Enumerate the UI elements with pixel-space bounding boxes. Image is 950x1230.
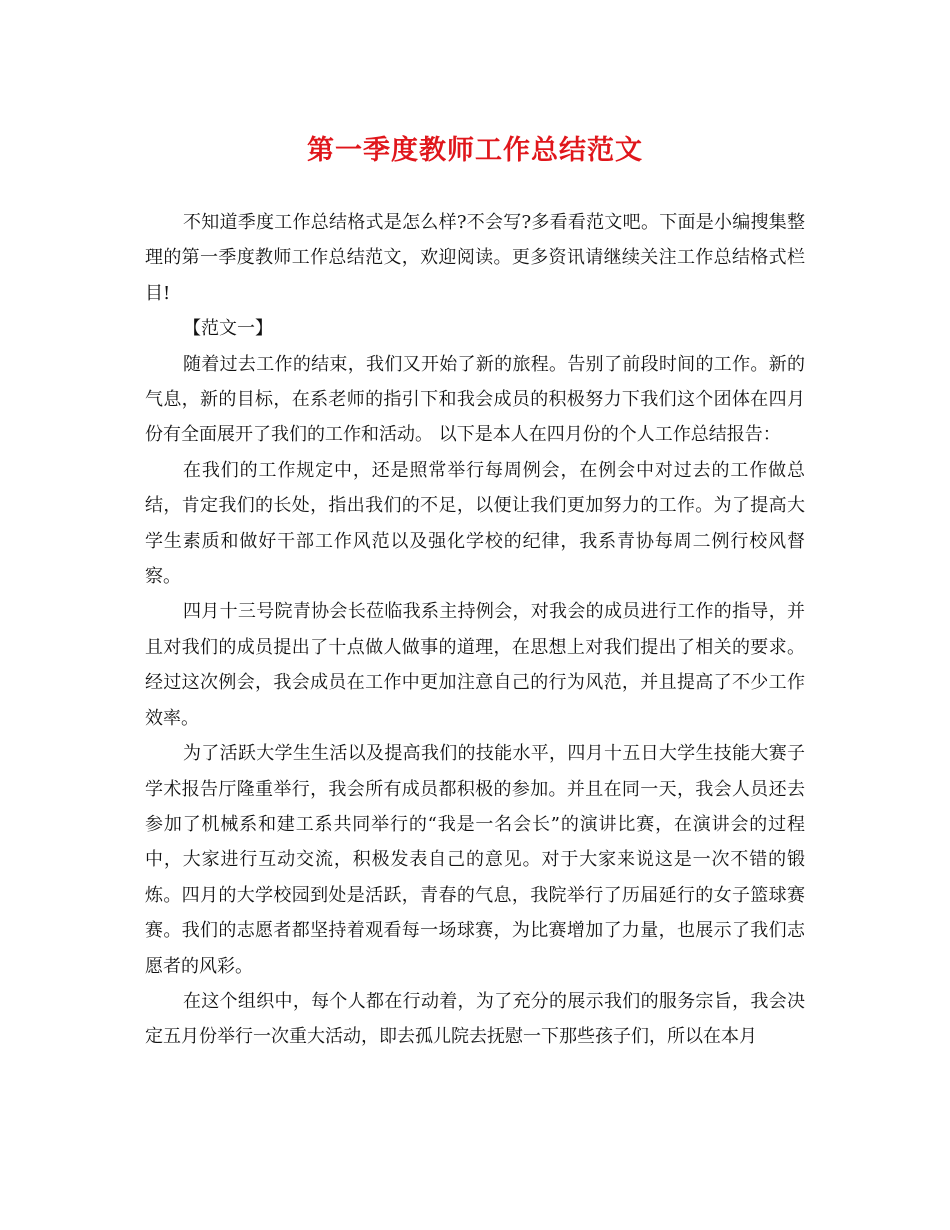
- section-heading-sample-one: 【范文一】: [183, 318, 273, 340]
- body-paragraph: 为了活跃大学生生活以及提高我们的技能水平，四月十五日大学生技能大赛子学术报告厅隆重举行，我会所有成员都积极的参加。并且在同一天，我会人员还去参加了机械系和建工系共同举行的“我是一名会长”的演讲比赛，在演讲会的过程中，大家进行互动交流，积极发表自己的意见。对于大家来说这是一次不错的锻炼。四月的大学校园到处是活跃，青春的气息，我院举行了历届延行的女子篮球赛赛。我们的志愿者都坚持着观看每一场球赛，为比赛增加了力量，也展示了我们志愿者的风彩。: [145, 743, 805, 977]
- intro-paragraph: 不知道季度工作总结格式是怎么样?不会写?多看看范文吧。下面是小编搜集整理的第一季度教师工作总结范文，欢迎阅读。更多资讯请继续关注工作总结格式栏目!: [145, 212, 805, 304]
- document-title: 第一季度教师工作总结范文: [307, 135, 643, 166]
- body-paragraph: 在这个组织中，每个人都在行动着，为了充分的展示我们的服务宗旨，我会决定五月份举行一次重大活动，即去孤儿院去抚慰一下那些孩子们，所以在本月: [145, 990, 805, 1048]
- document-body: [145, 205, 805, 1055]
- body-paragraph: 四月十三号院青协会长莅临我系主持例会，对我会的成员进行工作的指导，并且对我们的成员提出了十点做人做事的道理，在思想上对我们提出了相关的要求。经过这次例会，我会成员在工作中更加注意自己的行为风范，并且提高了不少工作效率。: [145, 601, 805, 729]
- body-paragraph: 随着过去工作的结束，我们又开始了新的旅程。告别了前段时间的工作。新的气息，新的目标，在系老师的指引下和我会成员的积极努力下我们这个团体在四月份有全面展开了我们的工作和活动。 以下是本人在四月份的个人工作总结报告：: [145, 353, 805, 446]
- body-paragraph: 在我们的工作规定中，还是照常举行每周例会，在例会中对过去的工作做总结，肯定我们的长处，指出我们的不足，以便让我们更加努力的工作。为了提高大学生素质和做好干部工作风范以及强化学校的纪律，我系青协每周二例行校风督察。: [145, 459, 805, 588]
